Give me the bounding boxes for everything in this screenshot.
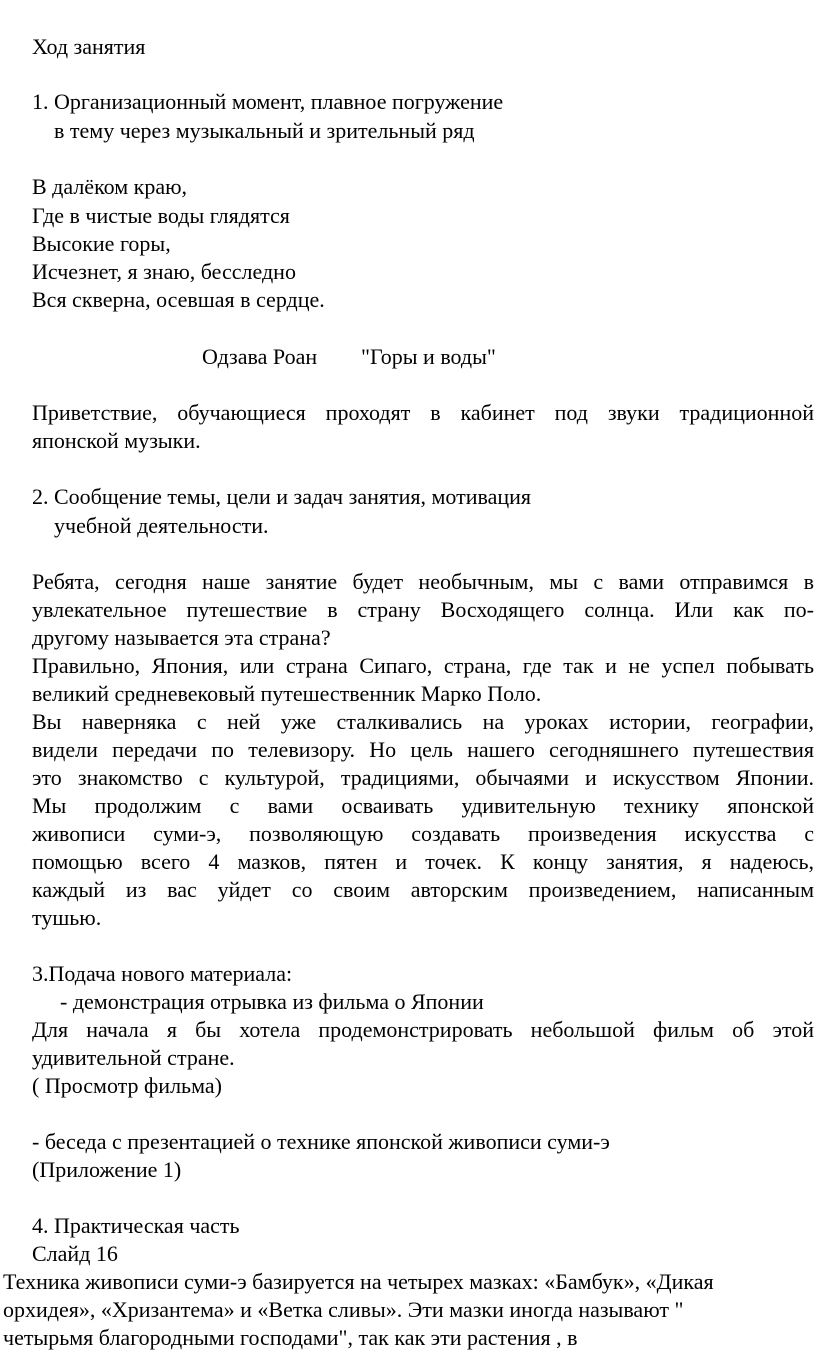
poem-author: Одзава Роан — [202, 344, 318, 369]
intro-line-1: Ребята, сегодня наше занятие будет необычным, мы с вами отправимся в — [32, 569, 814, 594]
film-text-line-2: удивительной стране. — [32, 1045, 235, 1070]
appendix-note: (Приложение 1) — [32, 1157, 182, 1182]
poem-line-1: В далёком краю, — [32, 174, 188, 199]
intro-line-12: каждый из вас уйдет со своим авторским произведением, написанным — [32, 877, 814, 902]
section-2-title-line-2: учебной деятельности. — [54, 513, 269, 538]
film-note: ( Просмотр фильма) — [32, 1073, 222, 1098]
section-2-title-line-1: 2. Сообщение темы, цели и задач занятия, мотивация — [32, 484, 532, 509]
section-4-text-line-3: четырьмя благородными господами", так как эти растения , в — [3, 1325, 578, 1350]
intro-line-6: Вы наверняка с ней уже сталкивались на уроках истории, географии, — [32, 709, 814, 734]
poem-line-2: Где в чистые воды глядятся — [32, 203, 290, 228]
section-3-title: 3.Подача нового материала: — [32, 961, 293, 986]
intro-line-9: Мы продолжим с вами осваивать удивительную технику японской — [32, 793, 814, 818]
poem-line-5: Вся скверна, осевшая в сердце. — [32, 287, 325, 312]
section-4-text-line-2: орхидея», «Хризантема» и «Ветка сливы». Эти мазки иногда называют " — [3, 1297, 684, 1322]
section-3-item-presentation: - беседа с презентацией о технике японской живописи суми-э — [32, 1129, 610, 1154]
lesson-heading: Ход занятия — [32, 34, 146, 59]
section-4-title: 4. Практическая часть — [32, 1213, 240, 1238]
intro-line-13: тушью. — [32, 905, 102, 930]
section-4-text-line-1: Техника живописи суми-э базируется на четырех мазках: «Бамбук», «Дикая — [3, 1269, 714, 1294]
intro-line-5: великий средневековый путешественник Марко Поло. — [32, 681, 542, 706]
section-1-title-line-2: в тему через музыкальный и зрительный ряд — [54, 118, 475, 143]
intro-line-7: видели передачи по телевизору. Но цель нашего сегодняшнего путешествия — [32, 737, 814, 762]
film-text-line-1: Для начала я бы хотела продемонстрировать небольшой фильм об этой — [32, 1017, 814, 1042]
section-1-title-line-1: 1. Организационный момент, плавное погружение — [32, 89, 504, 114]
greeting-line-2: японской музыки. — [32, 428, 201, 453]
poem-line-3: Высокие горы, — [32, 231, 171, 256]
poem-line-4: Исчезнет, я знаю, бесследно — [32, 259, 296, 284]
slide-label: Слайд 16 — [32, 1241, 118, 1266]
greeting-line-1: Приветствие, обучающиеся проходят в кабинет под звуки традиционной — [32, 400, 814, 425]
intro-line-3: другому называется эта страна? — [32, 625, 331, 650]
poem-title: "Горы и воды" — [361, 344, 496, 369]
intro-line-4: Правильно, Япония, или страна Сипаго, страна, где так и не успел побывать — [32, 653, 814, 678]
intro-line-11: помощью всего 4 мазков, пятен и точек. К концу занятия, я надеюсь, — [32, 849, 814, 874]
intro-line-8: это знакомство с культурой, традициями, обычаями и искусством Японии. — [32, 765, 814, 790]
intro-line-2: увлекательное путешествие в страну Восходящего солнца. Или как по- — [32, 597, 814, 622]
section-3-item-film-demo: - демонстрация отрывка из фильма о Японии — [60, 989, 484, 1014]
intro-line-10: живописи суми-э, позволяющую создавать произведения искусства с — [32, 821, 814, 846]
